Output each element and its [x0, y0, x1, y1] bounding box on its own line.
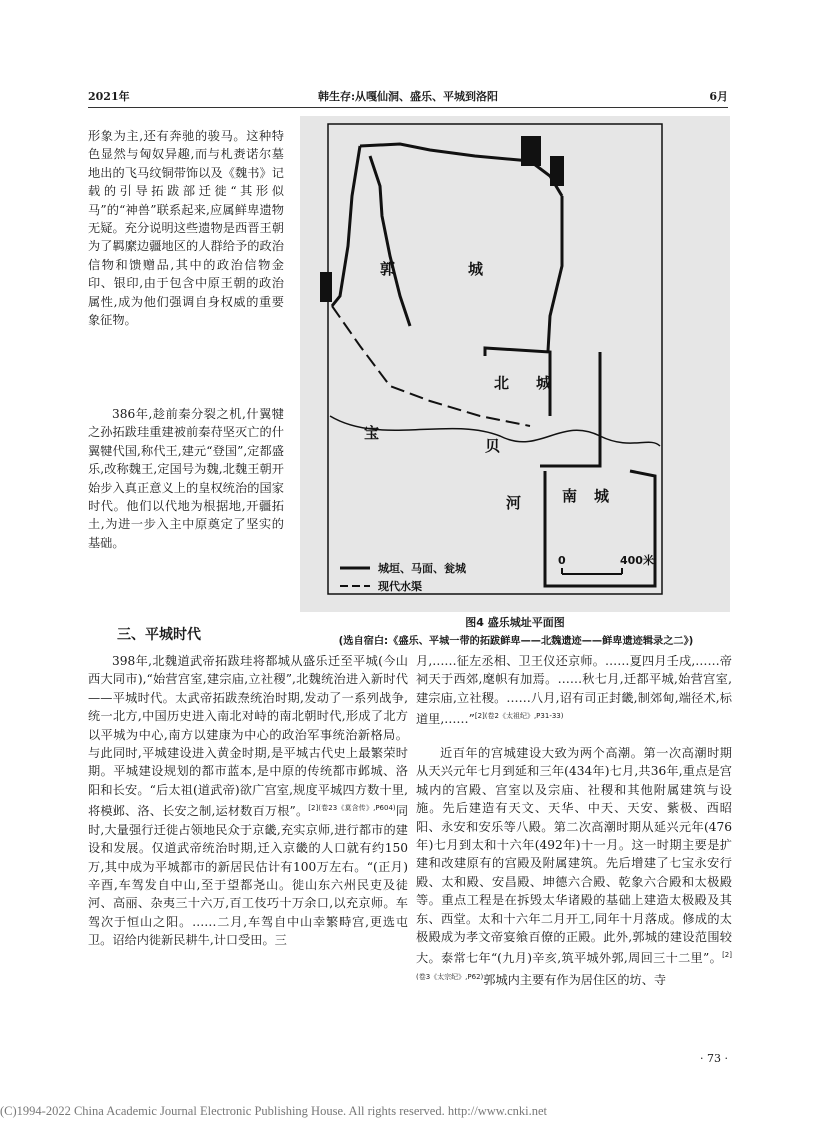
- right-paragraph-1: [416, 652, 732, 729]
- west-bastion: [320, 272, 332, 302]
- label-guo: 郭: [380, 260, 396, 278]
- shengle-city-plan-figure: [300, 116, 730, 612]
- right-paragraph-2: [416, 744, 732, 989]
- corner-tower-east: [550, 156, 564, 186]
- inner-wall: [370, 156, 410, 326]
- left-body-paragraph: [88, 652, 408, 950]
- figure-caption-title: 图4 盛乐城址平面图: [465, 616, 565, 629]
- left-body-part1: 398年,北魏道武帝拓跋珪将都城从盛乐迁至平城(今山西大同市),“始营宫室,建宗庙,立社稷”,北魏统治进入新时代——平城时代。太武帝拓跋焘统治时期,发动了一系列战争,统一北方,中国历史进入南北对峙的南北朝时代,形成了北方以平城为中心,南方以建康为中心的政治军事统治新格局。与此同时,平城建设进入黄金时期,是平城古代史上最繁荣时期。平城建设规划的都市蓝本,是中原的传统都市邺城、洛阳和长安。“后太祖(道武帝)欲广宫室,规度平城四方数十里,将模邺、洛、长安之制,运材数百万根”。: [88, 654, 408, 819]
- right-p2-text: 近百年的宫城建设大致为两个高潮。第一次高潮时期从天兴元年七月到延和三年(434年)七月,共36年,重点是宫城内的宫殿、宫室以及宗庙、社稷和其他附属建筑与设施。先后建造有天文、天华、中天、天安、紫极、西昭阳、永安和安乐等八殿。第二次高潮时期从延兴元年(476年)七月到太和十六年(492年)十一月。这一时期主要是扩建和改建原有的宫殿及附属建筑。先后增建了七宝永安行殿、太和殿、安昌殿、坤德六合殿、乾象六合殿和太极殿等。重点工程是在拆毁太华诸殿的基础上建造太极殿及其东、西堂。太和十六年二月开工,同年十月落成。修成的太极殿成为孝文帝宴飨百僚的正殿。此外,郭城的建设范围较大。泰常七年“(九月)辛亥,筑平城外郭,周回三十二里”。: [416, 746, 732, 966]
- left-paragraph-1: 形象为主,还有奔驰的骏马。这种特色显然与匈奴异趣,而与札赉诺尔墓地出的飞马纹铜带饰以及《魏书》记载的引导拓跋部迁徙“其形似马”的“神兽”联系起来,应属鲜卑遗物无疑。充分说明这些遗物是西晋王朝为了羁縻边疆地区的人群给予的政治信物和馈赠品,其中的政治信物金印、银印,由于包含中原王朝的政治属性,成为他们强调自身权威的重要象征物。: [88, 129, 284, 328]
- modern-canal-1: [332, 306, 530, 426]
- header-article-title: 韩生存:从嘎仙洞、盛乐、平城到洛阳: [317, 90, 499, 103]
- label-bao: 宝: [364, 424, 380, 442]
- right-p1-text: 月,……征左丞相、卫王仪还京师。……夏四月壬戌,……帝祠天于西郊,麾帜有加焉。……秋七月,迁都平城,始营宫室,建宗庙,立社稷。……八月,诏有司正封畿,制郊甸,端径术,标道里,……”: [416, 654, 732, 727]
- scale-zero: 0: [558, 554, 566, 567]
- right-p2-tail: 郭城内主要有作为居住区的坊、寺: [483, 973, 667, 987]
- label-bei2: 贝: [485, 437, 501, 455]
- label-bei: 北: [494, 374, 510, 392]
- copyright-footer: (C)1994-2022 China Academic Journal Electronic Publishing House. All rights reserved. http://www.cnki.net: [0, 1104, 548, 1118]
- legend-canal-label: 现代水渠: [378, 580, 422, 593]
- running-header: [88, 88, 728, 106]
- legend-walls-label: 城垣、马面、瓮城: [378, 562, 466, 575]
- section-title: 三、平城时代: [117, 627, 201, 643]
- header-month: 6月: [709, 90, 728, 103]
- left-body-part2: 同时,大量强行迁徙占领地民众于京畿,充实京师,进行都市的建设和发展。仅道武帝统治时期,迁入京畿的人口就有约150万,其中成为平城都市的新居民估计有100万左右。“(正月)辛酉,车驾发自中山,至于望都尧山。徙山东六州民吏及徒河、高丽、杂夷三十六万,百工伎巧十万余口,以充京师。车驾次于恒山之阳。……二月,车驾自中山幸繁畤宫,更选屯卫。诏给内徙新民耕牛,计口受田。三: [88, 804, 409, 948]
- label-beicheng: 城: [536, 374, 552, 392]
- label-cheng: 城: [468, 260, 484, 278]
- label-he: 河: [506, 494, 522, 512]
- page-number: · 73 ·: [700, 1052, 728, 1065]
- scale-end: 400米: [620, 554, 654, 567]
- label-nan: 南: [562, 487, 578, 505]
- footnote-ref-3: [2](卷3《太宗纪》,P62): [416, 951, 732, 981]
- city-plan-drawing: [300, 116, 730, 612]
- footnote-ref-2: [2](卷2《太祖纪》,P31-33): [474, 712, 564, 721]
- figure-caption-source: (选自宿白:《盛乐、平城一带的拓跋鲜卑——北魏遗迹——鲜卑遗迹辑录之二》): [338, 636, 694, 647]
- label-nancheng: 城: [594, 487, 610, 505]
- header-rule: [88, 107, 728, 108]
- header-year: 2021年: [88, 90, 130, 103]
- footnote-ref-1: [2](卷23《莫含传》,P604): [308, 804, 396, 813]
- west-wall-upper: [332, 146, 360, 306]
- figure-frame: [328, 124, 662, 594]
- left-paragraph-2: 386年,趁前秦分裂之机,什翼犍之孙拓跋珪重建被前秦苻坚灭亡的什翼犍代国,称代王,建元“登国”,定都盛乐,改称魏王,定国号为魏,北魏王朝开始步入真正意义上的皇权统治的国家时代。他们以代地为根据地,开疆拓土,为进一步入主中原奠定了坚实的基础。: [88, 407, 284, 550]
- east-wall-upper: [548, 196, 562, 351]
- corner-tower-northeast: [521, 136, 541, 166]
